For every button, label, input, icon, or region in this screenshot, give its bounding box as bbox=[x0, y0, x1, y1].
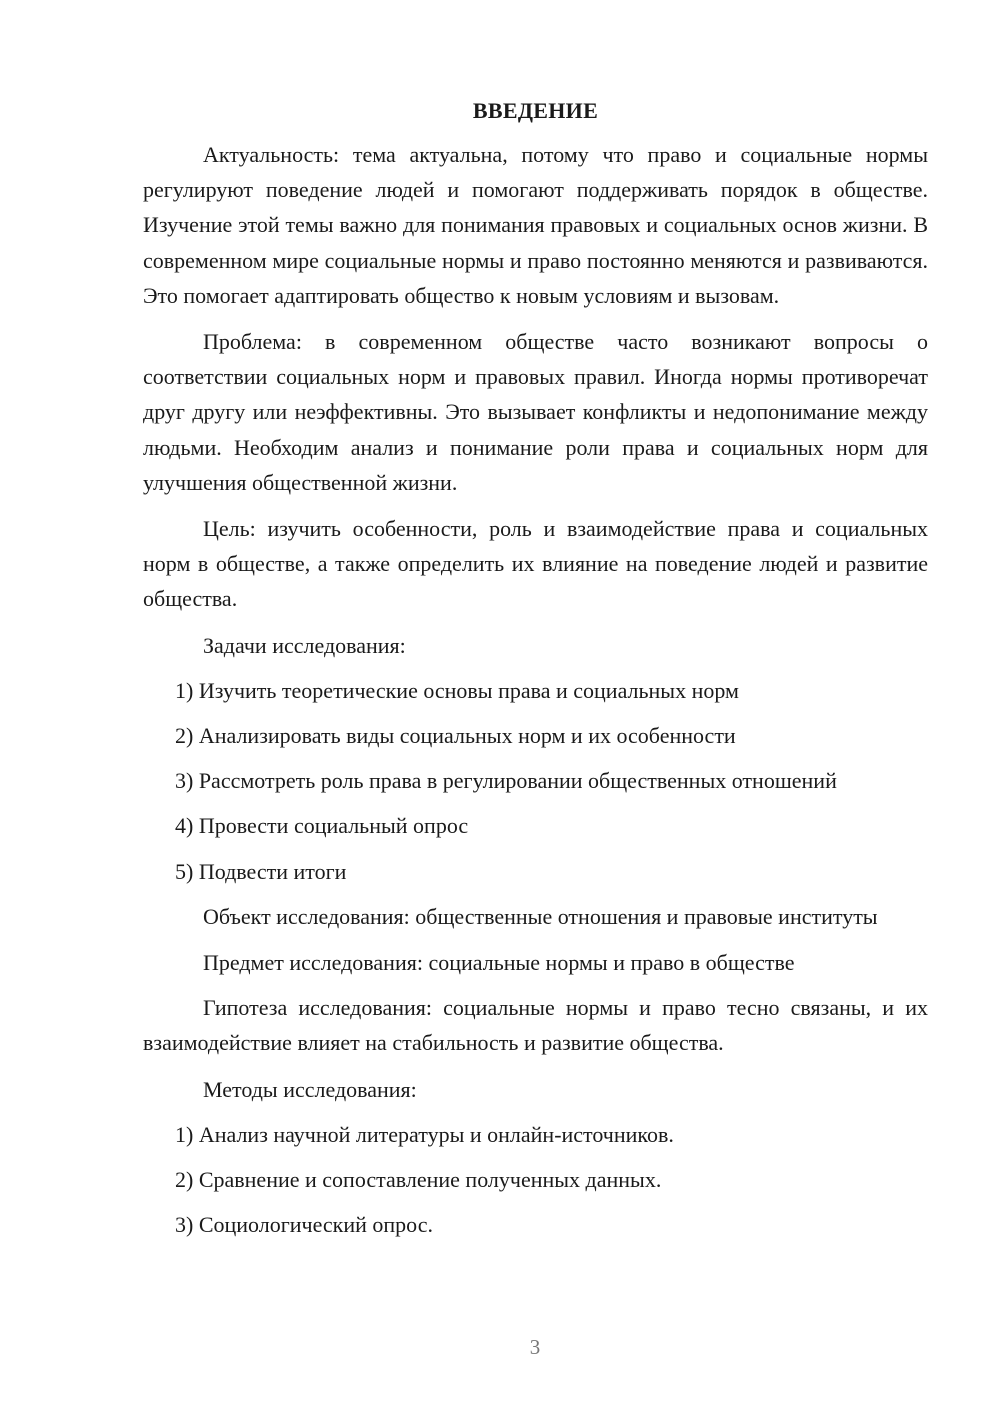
list-item: 1) Изучить теоретические основы права и социальных норм bbox=[175, 677, 739, 703]
list-item: 2) Анализировать виды социальных норм и их особенности bbox=[175, 723, 736, 749]
list-item: 3) Социологический опрос. bbox=[175, 1212, 433, 1238]
methods-list bbox=[143, 1117, 928, 1243]
paragraph-goal: Цель: изучить особенности, роль и взаимодействие права и социальных норм в обществе, а также определить их влияние на поведение людей и развитие общества. bbox=[143, 516, 928, 612]
paragraph-subject: Предмет исследования: социальные нормы и право в обществе bbox=[203, 950, 795, 976]
list-item: 2) Сравнение и сопоставление полученных данных. bbox=[175, 1167, 662, 1193]
methods-label: Методы исследования: bbox=[203, 1076, 417, 1102]
paragraph-object: Объект исследования: общественные отношения и правовые институты bbox=[203, 903, 878, 929]
page-number: 3 bbox=[529, 1335, 541, 1359]
tasks-list bbox=[143, 673, 928, 889]
list-item: 4) Провести социальный опрос bbox=[175, 813, 469, 839]
paragraph-hypothesis: Гипотеза исследования: социальные нормы и право тесно связаны, и их взаимодействие влияет на стабильность и развитие общества. bbox=[143, 995, 928, 1056]
list-item: 3) Рассмотреть роль права в регулировании общественных отношений bbox=[175, 768, 837, 794]
list-item: 5) Подвести итоги bbox=[175, 858, 347, 884]
paragraph-relevance: Актуальность: тема актуальна, потому что право и социальные нормы регулируют поведение людей и помогают поддерживать порядок в обществе. Изучение этой темы важно для понимания правовых и социальных основ жизни. В современном мире социальные нормы и право постоянно меняются и развиваются. Это помогает адаптировать общество к новым условиям и вызовам. bbox=[143, 142, 928, 308]
paragraph-problem: Проблема: в современном обществе часто возникают вопросы о соответствии социальных норм и правовых правил. Иногда нормы противоречат друг другу или неэффективны. Это вызывает конфликты и недопонимание между людьми. Необходим анализ и понимание роли права и социальных норм для улучшения общественной жизни. bbox=[143, 329, 928, 495]
list-item: 1) Анализ научной литературы и онлайн-источников. bbox=[175, 1121, 674, 1147]
page-title: ВВЕДЕНИЕ bbox=[472, 98, 599, 123]
page-content bbox=[143, 95, 928, 1252]
tasks-label: Задачи исследования: bbox=[203, 632, 406, 658]
